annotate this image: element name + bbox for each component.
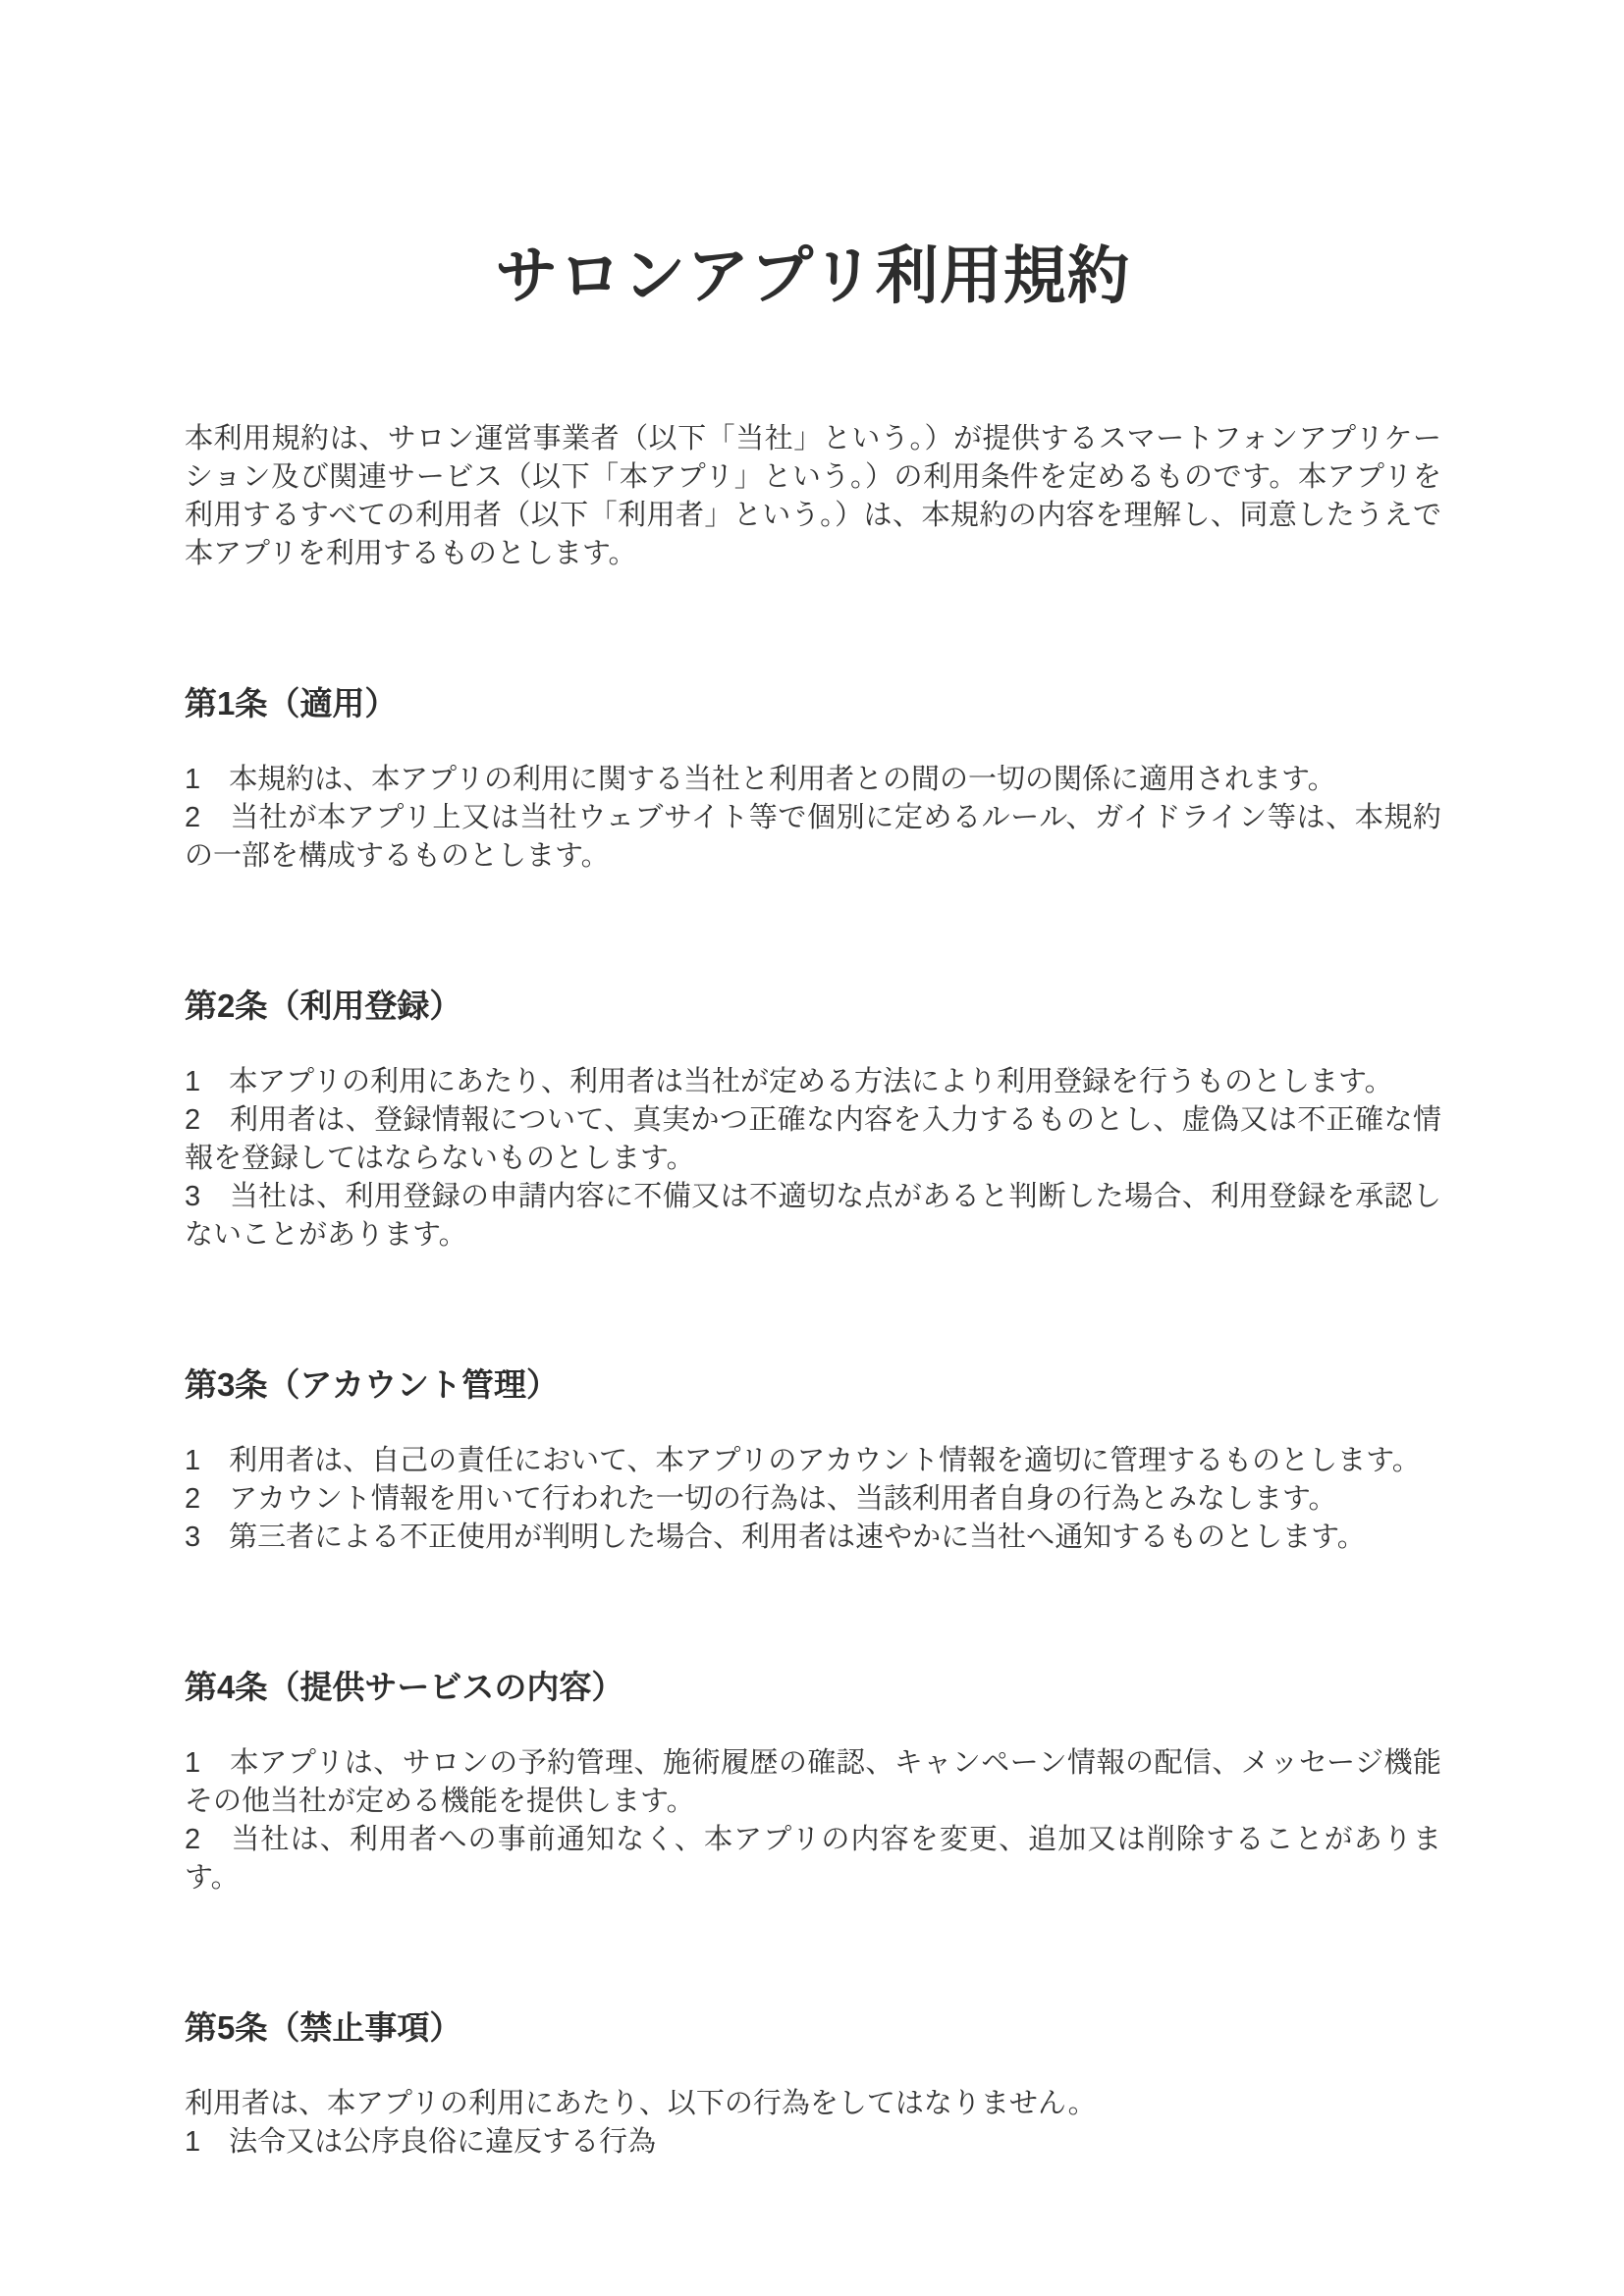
- section-article-5: [185, 2007, 1441, 2162]
- terms-clause: 1 本アプリの利用にあたり、利用者は当社が定める方法により利用登録を行うものとします。: [185, 1066, 1393, 1098]
- terms-clause: 1 本規約は、本アプリの利用に関する当社と利用者との間の一切の関係に適用されます。: [185, 764, 1336, 796]
- terms-clause: 2 当社は、利用者への事前通知なく、本アプリの内容を変更、追加又は削除することがあります。: [185, 1824, 1441, 1895]
- terms-lead: 利用者は、本アプリの利用にあたり、以下の行為をしてはなりません。: [185, 2088, 1097, 2120]
- section-article-1: [185, 683, 1441, 876]
- terms-clause: 1 本アプリは、サロンの予約管理、施術履歴の確認、キャンペーン情報の配信、メッセージ機能その他当社が定める機能を提供します。: [185, 1747, 1441, 1818]
- section-article-4: [185, 1667, 1441, 1897]
- section-heading: 第5条（禁止事項）: [185, 2009, 462, 2047]
- section-article-3: [185, 1364, 1441, 1557]
- terms-clause: 2 アカウント情報を用いて行われた一切の行為は、当該利用者自身の行為とみなします。: [185, 1483, 1337, 1516]
- section-heading: 第2条（利用登録）: [185, 988, 462, 1025]
- terms-clause: 2 利用者は、登録情報について、真実かつ正確な内容を入力するものとし、虚偽又は不正確な情報を登録してはならないものとします。: [185, 1104, 1441, 1175]
- terms-clause: 1 法令又は公序良俗に違反する行為: [185, 2126, 657, 2159]
- terms-clause: 3 当社は、利用登録の申請内容に不備又は不適切な点があると判断した場合、利用登録を承認しないことがあります。: [185, 1181, 1441, 1252]
- document-title: サロンアプリ利用規約: [495, 240, 1131, 311]
- terms-clause: 3 第三者による不正使用が判明した場合、利用者は速やかに当社へ通知するものとします。: [185, 1522, 1366, 1554]
- terms-clause: 1 利用者は、自己の責任において、本アプリのアカウント情報を適切に管理するものとします。: [185, 1445, 1421, 1477]
- document-content: [185, 236, 1441, 2162]
- section-heading: 第3条（アカウント管理）: [185, 1366, 560, 1404]
- intro-paragraph: 本利用規約は、サロン運営事業者（以下「当社」という。）が提供するスマートフォンアプリケーション及び関連サービス（以下「本アプリ」という。）の利用条件を定めるものです。本アプリを利用するすべての利用者（以下「利用者」という。）は、本規約の内容を理解し、同意したうえで本アプリを利用するものとします。: [185, 423, 1441, 570]
- section-article-2: [185, 986, 1441, 1255]
- section-heading: 第4条（提供サービスの内容）: [185, 1669, 624, 1706]
- section-heading: 第1条（適用）: [185, 685, 398, 722]
- terms-clause: 2 当社が本アプリ上又は当社ウェブサイト等で個別に定めるルール、ガイドライン等は、本規約の一部を構成するものとします。: [185, 802, 1441, 873]
